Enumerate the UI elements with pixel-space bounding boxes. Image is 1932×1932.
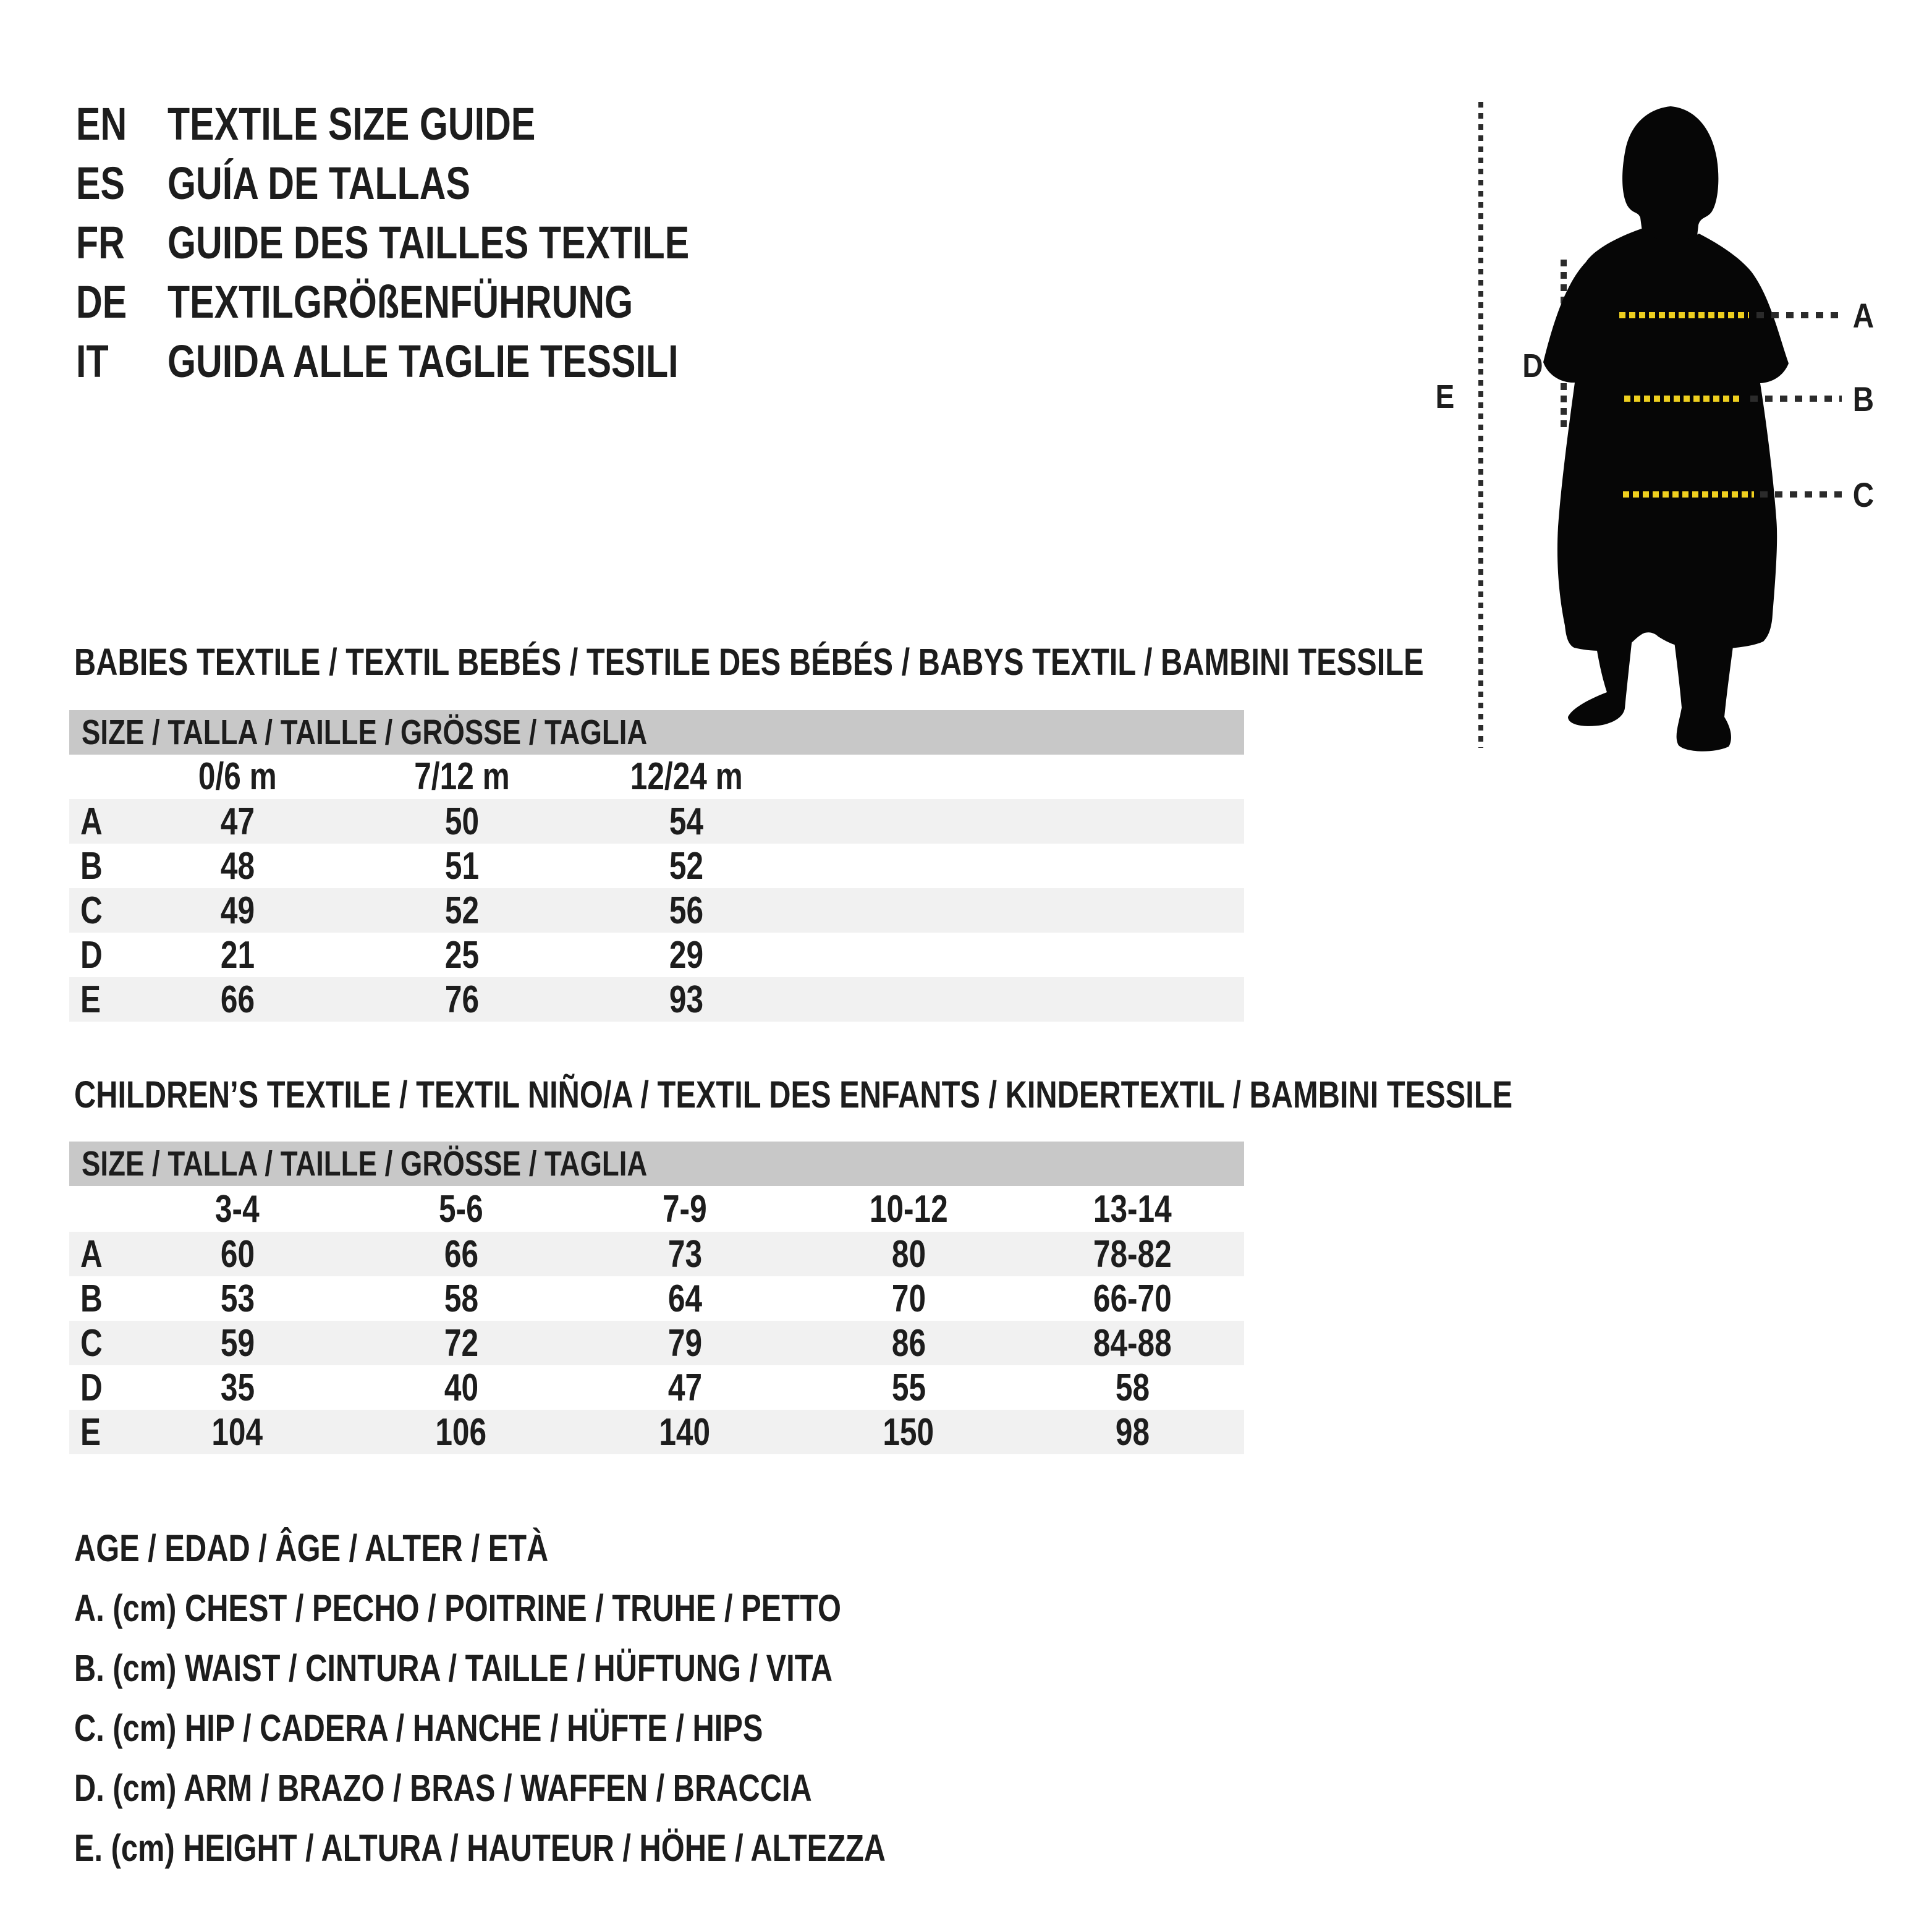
babies-section-heading xyxy=(74,640,1761,684)
legend-line-height: E. (cm) HEIGHT / ALTURA / HAUTEUR / HÖHE / ALTEZZA xyxy=(74,1827,886,1869)
babies-table-row-b xyxy=(69,844,1244,888)
table-cell: 140 xyxy=(659,1410,711,1454)
silhouette-head xyxy=(1622,106,1718,243)
babies-size-band xyxy=(69,710,1244,755)
table-cell: 79 xyxy=(667,1321,702,1365)
table-cell: 58 xyxy=(444,1277,478,1320)
silhouette-torso xyxy=(1543,229,1789,651)
babies-heading-text: BABIES TEXTILE / TEXTIL BEBÉS / TESTILE DES BÉBÉS / BABYS TEXTIL / BAMBINI TESSILE xyxy=(74,641,1424,683)
babies-col-header: 12/24 m xyxy=(630,755,743,798)
table-cell: 40 xyxy=(444,1366,478,1409)
figure-label-b: B xyxy=(1852,380,1875,419)
babies-table-row-c xyxy=(69,888,1244,933)
figure-label-e: E xyxy=(1435,378,1455,415)
table-cell: 93 xyxy=(669,978,704,1021)
children-section-heading xyxy=(74,1072,1872,1117)
legend-line-hip: C. (cm) HIP / CADERA / HANCHE / HÜFTE / HIPS xyxy=(74,1707,763,1749)
table-cell: 58 xyxy=(1115,1366,1150,1409)
children-size-band-label: SIZE / TALLA / TAILLE / GRÖSSE / TAGLIA xyxy=(82,1144,648,1184)
row-label: B xyxy=(80,844,103,888)
figure-label-d: D xyxy=(1522,347,1543,384)
table-cell: 73 xyxy=(667,1232,702,1276)
table-cell: 53 xyxy=(220,1277,255,1320)
guide-title: TEXTILGRÖßENFÜHRUNG xyxy=(167,276,633,328)
children-table-header xyxy=(69,1187,1244,1232)
table-cell: 55 xyxy=(891,1366,926,1409)
row-label: B xyxy=(80,1277,103,1320)
row-label: E xyxy=(80,1410,101,1454)
table-cell: 70 xyxy=(891,1277,926,1320)
table-cell: 52 xyxy=(444,889,480,932)
babies-table-row-d xyxy=(69,933,1244,977)
table-cell: 25 xyxy=(444,933,480,977)
children-table-row-d xyxy=(69,1365,1244,1410)
table-cell: 35 xyxy=(220,1366,255,1409)
table-cell: 72 xyxy=(444,1321,478,1365)
table-cell: 49 xyxy=(220,889,255,932)
table-cell: 76 xyxy=(444,978,480,1021)
table-cell: 48 xyxy=(220,844,255,888)
table-cell: 150 xyxy=(883,1410,934,1454)
legend-line-arm: D. (cm) ARM / BRAZO / BRAS / WAFFEN / BRACCIA xyxy=(74,1767,812,1809)
table-cell: 66-70 xyxy=(1093,1277,1172,1320)
legend-line-waist: B. (cm) WAIST / CINTURA / TAILLE / HÜFTUNG / VITA xyxy=(74,1647,833,1689)
table-cell: 47 xyxy=(667,1366,702,1409)
guide-title: TEXTILE SIZE GUIDE xyxy=(167,98,536,150)
language-code: FR xyxy=(76,217,125,268)
language-code: EN xyxy=(76,98,127,150)
guide-title: GUÍA DE TALLAS xyxy=(167,158,471,209)
children-col-header: 5-6 xyxy=(439,1188,483,1231)
children-col-header: 7-9 xyxy=(663,1188,707,1231)
row-label: C xyxy=(80,1321,103,1365)
table-cell: 56 xyxy=(669,889,704,932)
table-cell: 59 xyxy=(220,1321,255,1365)
figure-label-c: C xyxy=(1852,476,1875,515)
babies-col-header: 0/6 m xyxy=(198,755,277,798)
table-cell: 50 xyxy=(444,800,480,843)
babies-size-band-label: SIZE / TALLA / TAILLE / GRÖSSE / TAGLIA xyxy=(82,713,648,752)
children-col-header: 13-14 xyxy=(1093,1188,1172,1231)
language-code: ES xyxy=(76,158,125,209)
table-cell: 66 xyxy=(220,978,255,1021)
table-cell: 64 xyxy=(667,1277,702,1320)
table-cell: 51 xyxy=(444,844,480,888)
table-cell: 106 xyxy=(435,1410,487,1454)
children-heading-text: CHILDREN’S TEXTILE / TEXTIL NIÑO/A / TEXTIL DES ENFANTS / KINDERTEXTIL / BAMBINI TESSILE xyxy=(74,1074,1513,1116)
language-code: DE xyxy=(76,276,127,328)
children-table-row-b xyxy=(69,1276,1244,1321)
babies-table-row-e xyxy=(69,977,1244,1022)
row-label: C xyxy=(80,889,103,932)
table-cell: 86 xyxy=(891,1321,926,1365)
babies-table-header xyxy=(69,754,1244,799)
table-cell: 60 xyxy=(220,1232,255,1276)
children-table-row-e xyxy=(69,1410,1244,1454)
children-col-header: 10-12 xyxy=(869,1188,948,1231)
language-code: IT xyxy=(76,336,109,387)
row-label: A xyxy=(80,800,103,843)
table-cell: 29 xyxy=(669,933,704,977)
figure-label-a: A xyxy=(1852,297,1875,336)
table-cell: 78-82 xyxy=(1093,1232,1172,1276)
table-cell: 47 xyxy=(220,800,255,843)
legend-line-chest: A. (cm) CHEST / PECHO / POITRINE / TRUHE / PETTO xyxy=(74,1587,841,1629)
babies-col-header: 7/12 m xyxy=(414,755,510,798)
children-table-row-c xyxy=(69,1321,1244,1365)
table-cell: 54 xyxy=(669,800,704,843)
table-cell: 21 xyxy=(220,933,255,977)
guide-title: GUIDA ALLE TAGLIE TESSILI xyxy=(167,336,679,387)
table-cell: 66 xyxy=(444,1232,478,1276)
legend-line-age: AGE / EDAD / ÂGE / ALTER / ETÀ xyxy=(74,1527,549,1569)
row-label: A xyxy=(80,1232,103,1276)
table-cell: 98 xyxy=(1115,1410,1150,1454)
children-col-header: 3-4 xyxy=(215,1188,260,1231)
children-table-row-a xyxy=(69,1232,1244,1276)
guide-title: GUIDE DES TAILLES TEXTILE xyxy=(167,217,690,268)
babies-table-row-a xyxy=(69,799,1244,844)
row-label: D xyxy=(80,933,103,977)
table-cell: 84-88 xyxy=(1093,1321,1172,1365)
table-cell: 80 xyxy=(891,1232,926,1276)
table-cell: 104 xyxy=(211,1410,263,1454)
table-cell: 52 xyxy=(669,844,704,888)
row-label: D xyxy=(80,1366,103,1409)
row-label: E xyxy=(80,978,101,1021)
children-size-band xyxy=(69,1142,1244,1186)
